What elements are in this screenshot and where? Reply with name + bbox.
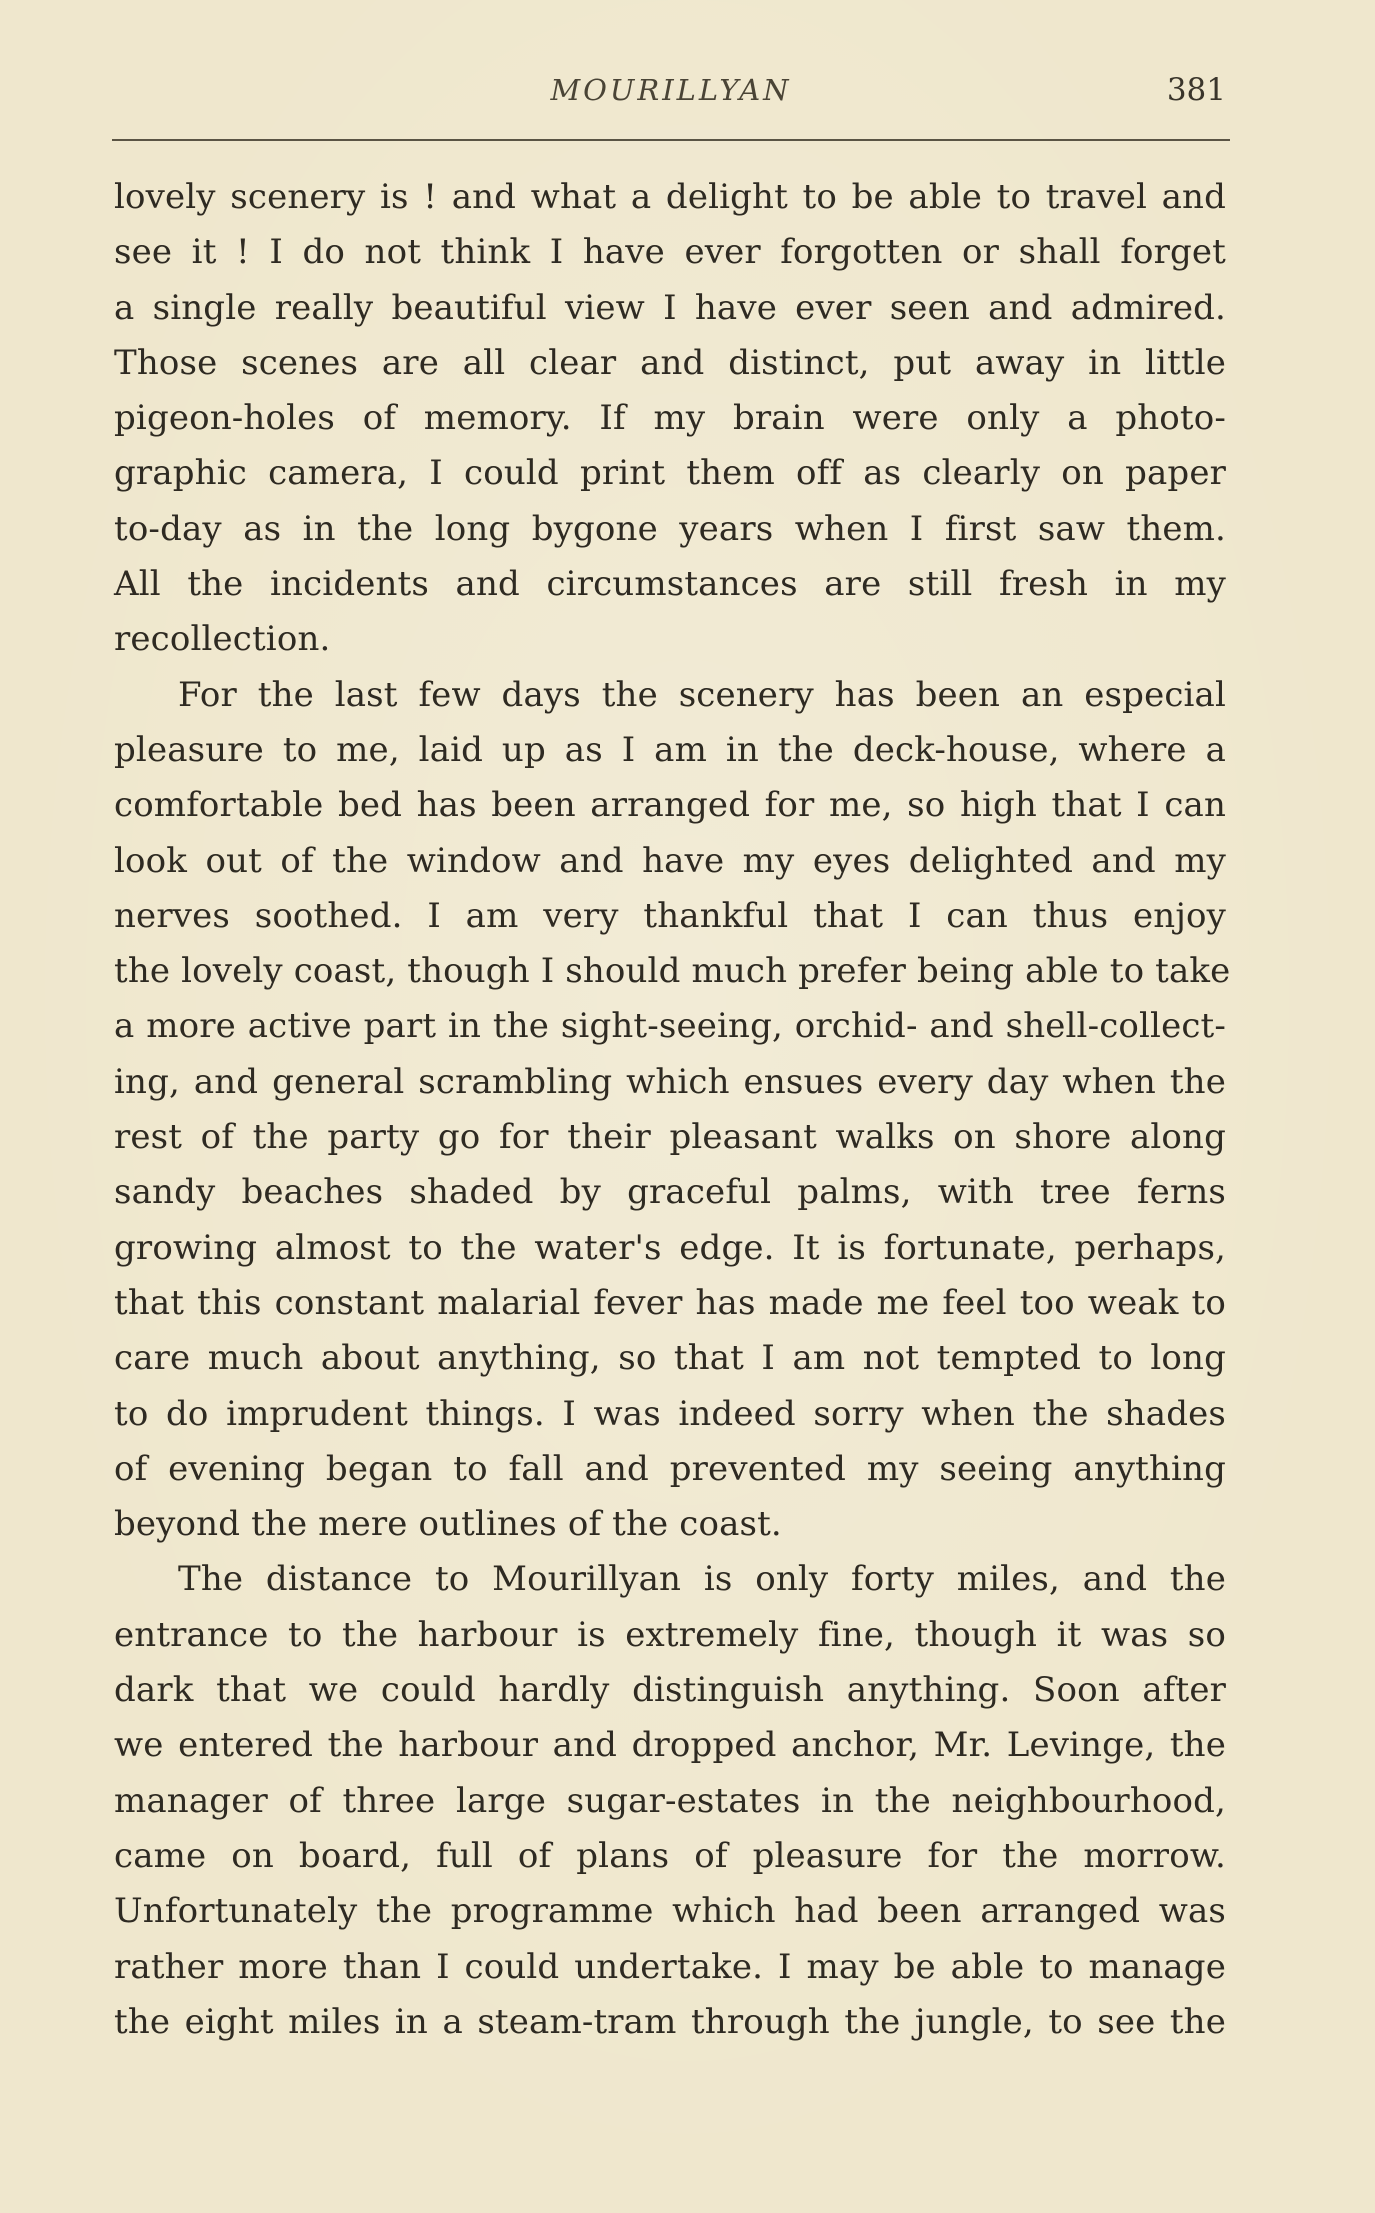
running-title: MOURILLYAN	[550, 73, 792, 107]
text-line: we entered the harbour and dropped anchor, Mr. Levinge, the	[114, 1725, 1226, 1766]
text-line: ing, and general scrambling which ensues every day when the	[114, 1061, 1226, 1102]
text-line: Those scenes are all clear and distinct, put away in little	[114, 342, 1226, 383]
text-line: rather more than I could undertake. I may be able to manage	[114, 1946, 1226, 1987]
text-line: sandy beaches shaded by graceful palms, with tree ferns	[114, 1172, 1226, 1213]
text-line: a more active part in the sight-seeing, orchid- and shell-collect-	[114, 1006, 1226, 1047]
text-line: comfortable bed has been arranged for me, so high that I can	[114, 785, 1226, 826]
text-line: lovely scenery is ! and what a delight to be able to travel and	[114, 177, 1226, 217]
body-text	[114, 170, 1231, 2050]
text-line: All the incidents and circumstances are still fresh in my	[114, 564, 1226, 605]
text-line: came on board, full of plans of pleasure for the morrow.	[114, 1835, 1226, 1876]
page-number: 381	[1166, 72, 1226, 108]
text-line: beyond the mere outlines of the coast.	[114, 1504, 782, 1545]
text-line: dark that we could hardly distinguish anything. Soon after	[114, 1670, 1226, 1711]
text-line: pigeon-holes of memory. If my brain were only a photo-	[114, 398, 1226, 439]
text-line: entrance to the harbour is extremely fine, though it was so	[114, 1614, 1226, 1655]
text-line: the lovely coast, though I should much prefer being able to take	[114, 951, 1231, 992]
header-rule	[112, 139, 1230, 141]
text-line: see it ! I do not think I have ever forgotten or shall forget	[114, 232, 1226, 273]
text-line: graphic camera, I could print them off as clearly on paper	[114, 453, 1226, 494]
text-line: of evening began to fall and prevented my seeing anything	[114, 1448, 1226, 1489]
text-line: a single really beautiful view I have ever seen and admired.	[114, 287, 1226, 328]
text-line: pleasure to me, laid up as I am in the deck-house, where a	[114, 729, 1226, 770]
text-line: that this constant malarial fever has made me feel too weak to	[114, 1282, 1226, 1323]
text-line: manager of three large sugar-estates in the neighbourhood,	[114, 1780, 1226, 1821]
running-head	[112, 70, 1230, 114]
text-line: Unfortunately the programme which had been arranged was	[114, 1891, 1226, 1932]
text-line: recollection.	[114, 619, 331, 660]
text-line: growing almost to the water's edge. It is fortunate, perhaps,	[114, 1227, 1226, 1268]
text-line: look out of the window and have my eyes delighted and my	[114, 840, 1226, 881]
text-line: care much about anything, so that I am not tempted to long	[114, 1338, 1226, 1379]
text-line: rest of the party go for their pleasant walks on shore along	[114, 1117, 1226, 1158]
text-line: to-day as in the long bygone years when I first saw them.	[114, 508, 1226, 549]
text-line: the eight miles in a steam-tram through the jungle, to see the	[114, 2001, 1226, 2042]
paragraph-first-line: The distance to Mourillyan is only forty miles, and the	[178, 1559, 1226, 1600]
text-line: to do imprudent things. I was indeed sorry when the shades	[114, 1393, 1226, 1434]
text-line: nerves soothed. I am very thankful that I can thus enjoy	[114, 895, 1226, 936]
paragraph-first-line: For the last few days the scenery has been an especial	[178, 674, 1226, 715]
